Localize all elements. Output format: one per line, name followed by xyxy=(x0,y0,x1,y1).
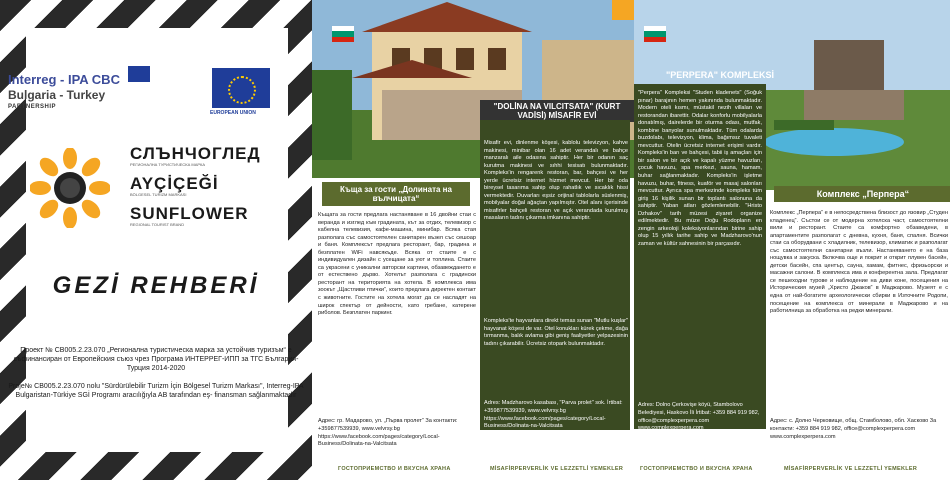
footer-bg: ГОСТОПРИЕМСТВО И ВКУСНА ХРАНА xyxy=(640,466,753,472)
sunflower-logo-icon xyxy=(30,148,110,228)
guesthouse-title-bg: Къща за гости „Долината на вълчицата“ xyxy=(322,182,470,206)
accent-bar xyxy=(612,0,634,20)
project-note-tr: Proje№ CB005.2.23.070 nolu "Sürdürülebilir Turizm İçin Bölgesel Turizm Markası", Interreg-IPA Bulgaristan-Türkiye SGİ Programı aracılığıyla AB tarafından eş- finansman sağlanmaktadır xyxy=(8,383,304,400)
eu-label: EUROPEAN UNION xyxy=(210,110,256,116)
brand-english: SUNFLOWER xyxy=(130,204,249,223)
cover-panel xyxy=(0,0,312,480)
interreg-logo-text: Interreg - IPA CBC xyxy=(8,72,120,87)
perpera-text-bg: Комплекс „Перпера“ е в непосредствена близост до язовир „Студен кладенец“. Състои се от модерна хотелска част, самостоятелни вили и ресторант. Стаите са комфортно обзаведени, в апартаментите разполагат с дневна, кухня, баня, спалня. Всички стаи са оборудвани с хладилник, телевизор, климатик и разполагат със самостоятелни санитарни възли. Настаняването е на база нощувка и закуска. Включва още и покрит и открит плувен басейн, детски басейн, спа център, сауна, хамам, фитнес, фризьорски и масажни салони. В комплекса има и конферентна зала. Предлагат се пешеходни турове и наблюдение на диви коне, посещения на Историческия музей „Христо Джаков“ в Маджарово. Музеят е с една от най-богатите археологически сбирки в Източните Родопи, посещение на комплекса от минерали в Маджарово и на работилница за обработка на редки минерали. xyxy=(770,210,948,315)
bulgaria-flag-icon xyxy=(644,26,666,42)
footer-bg: ГОСТОПРИЕМСТВО И ВКУСНА ХРАНА xyxy=(338,466,451,472)
brand-bulgarian-sub: РЕГИОНАЛНА ТУРИСТИЧЕСКА МАРКА xyxy=(130,162,206,167)
brand-turkish: AYÇİÇEĞİ xyxy=(130,174,219,193)
bulgaria-flag-icon xyxy=(332,26,354,42)
perpera-title-bg: Комплекс „Перпера“ xyxy=(774,186,950,202)
partnership-label: PARTNERSHIP xyxy=(8,104,57,110)
perpera-text-tr: "Perpera" Kompleksi "Studen kladenets" (Soğuk pınar) barajının hemen yakınında bulunmaktadır. Modern oteli kısmı, müstakil nezih villaları ve restorandan ibarettir. Odalar konforlu mobilyalarla donatılmış, dairelerde bir oturma odası, mutfak, kombine banyolar sunulmaktadır. Tüm odalarda buzdolabı, televizyon, klima, bağımsız tuvaleti mevcuttur. Otelin ücretsiz internet erişimi vardır. Kompleks'in barı ve bahçesi, tabii iş amaçları için bir salon ve bir açık ve kapalı yüzme havuzları, çocuk havuzu, spa merkezi, sauna, hamam, buhar sağlanmaktadır. Kompleks'in işletme havuzu, buhar, fitness, kuaför ve masaj salonları mevcuttur. Ayrıca spa merkezinde kompleks tüm giriş 16 kişilik sunan bir toplantı salonuna da sahiptir. Yaban atları gözlemlenebilir. "Hristo Dzhakov" tarih müzesi ziyaret organize edilmektedir. Bu müze Doğu Rodopların en zengin arkeoloji koleksiyonlarından birine sahip olup 15 yıllık tarihe sahip ve Madzharovo'nun zaman ve kültür sahnesinin bir parçasıdır. xyxy=(638,90,762,247)
footer-tr: MİSAFİRPERVERLİK VE LEZZETLİ YEMEKLER xyxy=(490,466,624,472)
perpera-panel xyxy=(634,0,950,480)
eu-flag-icon xyxy=(212,68,270,108)
guesthouse-text-tr-2: Kompleks'te hayvanlara direkt temas sunan "Mutlu kuşlar" hayvanat köşesi de var. Otel konukları kürek çekme, dağa tırmanma, balık avlama gibi geniş faaliyetler yelpazesinin tadını çıkarabilir. Ücretsiz otopark bulunmaktadır. xyxy=(484,318,628,347)
perpera-photo-caption: "PERPERA" KOMPLEKSİ xyxy=(666,70,775,80)
perpera-address-tr: Adres: Dolno Çerkovişe köyü, Stambolovo Belediyesi, Haskovo İli İrtibat: +359 884 919 982, office@complexperpera.com www.complexperpera.com xyxy=(638,402,760,432)
footer-tr: MİSAFİRPERVERLİK VE LEZZETLİ YEMEKLER xyxy=(784,466,918,472)
guesthouse-text-bg: Къщата за гости предлага настаняване в 16 двойни стаи с веранда и изглед към градината, кът за отдих, телевизор с кабелна телевизия, кафе-машина, минибар. Всяка стая разполага със самостоятелен санитарен възел със сешоар и баня. Комплексът предлага ресторант, бар, градина и безплатен WiFi навсякъде. Всяка от стаите е с индивидуален дизайн с усещане за уют и топлина. Стаите са украсени с уникални авторски картини, обзавеждането е от естествено дърво. Хотелът разполага с градински ресторант на територията на хотела. В комплекса има зоокът „Щастливи птички“, които предлага директен контакт с животните. Гостите на хотела могат да се насладят на широк спектър от дейности, като гребане, катерене риболов. Безплатен паркинг. xyxy=(318,212,476,317)
guesthouse-text-tr: Misafir evi, dinlenme köşesi, kablolu televizyon, kahve makinesi, minibar olan 16 adet verandalı ve bahçe manzaralı aile odasına sahiptir. Her bir odanın saç kurutma makinesi ve sıhhi tesisatı bulunmaktadır. Kompleks'in rengarenk restoran, bar, bahçesi ve her yerde ücretsiz internet hizmet mevcut. Her bir oda bireysel tasarıma sahip olup rahatlık ve sıcaklık hissi vermektedir. Duvarları eşsiz orijinal tablolarla süslenmiş, mobilyalar doğal ağaçtan yapılmıştır. Otel alanı içerisinde misafirler bahçeli restoran ve açık verandada kurulmuş masaların tadını çıkarma imkanına sahiptir. xyxy=(484,140,628,222)
brand-english-sub: REGIONAL TOURIST BRAND xyxy=(130,222,185,227)
program-countries: Bulgaria - Turkey xyxy=(8,88,106,102)
guesthouse-address-tr: Adres: Madzharovo kasabası, "Parva prolet" sok. İrtibat: +359877539939, www.velvrsy.bg https://www.facebook.com/pages/category/Local-Business/Dolinata-na-Valcitsata xyxy=(484,400,623,430)
brand-turkish-sub: BÖLGESEL TURİZM MARKASI xyxy=(130,192,187,197)
guesthouse-turkish-heading: "DOLİNA NA VILCITSATA" (KURT VADİSİ) MİSAFİR EVİ xyxy=(480,100,634,122)
guide-title: GEZİ REHBERİ xyxy=(52,272,260,299)
brand-bulgarian: СЛЪНЧОГЛЕД xyxy=(130,144,261,163)
perpera-address-bg: Адрес: с. Долно Черковище, общ. Стамболово, обл. Хасково За контакти: +359 884 919 982, office@complexperpera.com www.complexperpera.com xyxy=(770,418,937,440)
project-note-bg: Проект № CB005.2.23.070 „Регионална туристическа марка за устойчив туризъм“ е съфинансиран от Европейския съюз чрез Програма ИНТЕРРЕГ-ИПП за ТГС България-Турция 2014-2020 xyxy=(13,347,299,373)
guesthouse-address-bg: Адрес: гр. Мадарово, ул. „Първа пролет“ За контакти: +359877539939, www.velvrsy.bg https://www.facebook.com/pages/category/Local-Business/Dolinata-na-Valcitsata xyxy=(318,418,458,448)
guesthouse-panel xyxy=(312,0,634,480)
eu-flag-small-icon xyxy=(128,66,150,82)
